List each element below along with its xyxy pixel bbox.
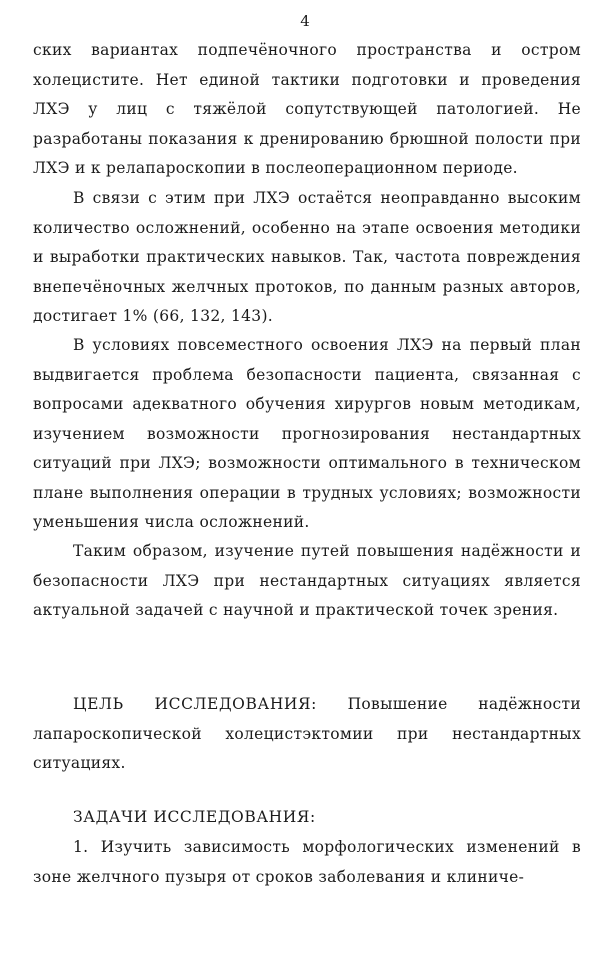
research-task-1 [33, 833, 581, 892]
research-goal [33, 690, 581, 779]
research-task-1-text: 1. Изучить зависимость морфологических изменений в зоне желчного пузыря от сроков заболевания и клиниче- [33, 838, 581, 886]
paragraph-3 [33, 331, 581, 538]
paragraph-3-text: В условиях повсеместного освоения ЛХЭ на первый план выдвигается проблема безопасности пациента, связанная с вопросами адекватного обучения хирургов новым методикам, изучением возможности прогнозирования нестандартных ситуаций при ЛХЭ; возможности оптимального в техническом плане выполнения операции в трудных условиях; возможности уменьшения числа осложнений. [33, 336, 581, 531]
paragraph-2-text: В связи с этим при ЛХЭ остаётся неоправданно высоким количество осложнений, особенно на этапе освоения методики и выработки практических навыков. Так, частота повреждения внепечёночных желчных протоков, по данным разных авторов, достигает 1% (66, 132, 143). [33, 189, 581, 325]
research-goal-paragraph [33, 690, 581, 779]
research-tasks-heading-text: ЗАДАЧИ ИССЛЕДОВАНИЯ: [73, 808, 316, 826]
paragraph-1 [33, 36, 581, 184]
research-tasks-heading [33, 803, 581, 833]
paragraph-4 [33, 537, 581, 626]
paragraph-4-text: Таким образом, изучение путей повышения надёжности и безопасности ЛХЭ при нестандартных ситуациях является актуальной задачей с научной и практической точек зрения. [33, 542, 581, 619]
paragraph-2 [33, 184, 581, 332]
research-goal-label: ЦЕЛЬ ИССЛЕДОВАНИЯ: [73, 695, 317, 713]
page-number: 4 [300, 12, 310, 30]
paragraph-1-text: ских вариантах подпечёночного пространства и остром холецистите. Нет единой тактики подготовки и проведения ЛХЭ у лиц с тяжёлой сопутствующей патологией. Не разработаны показания к дренированию брюшной полости при ЛХЭ и к релапароскопии в послеоперационном периоде. [33, 41, 581, 177]
research-goal-text: Повышение надёжности лапароскопической холецистэктомии при нестандартных ситуациях. [33, 695, 582, 772]
